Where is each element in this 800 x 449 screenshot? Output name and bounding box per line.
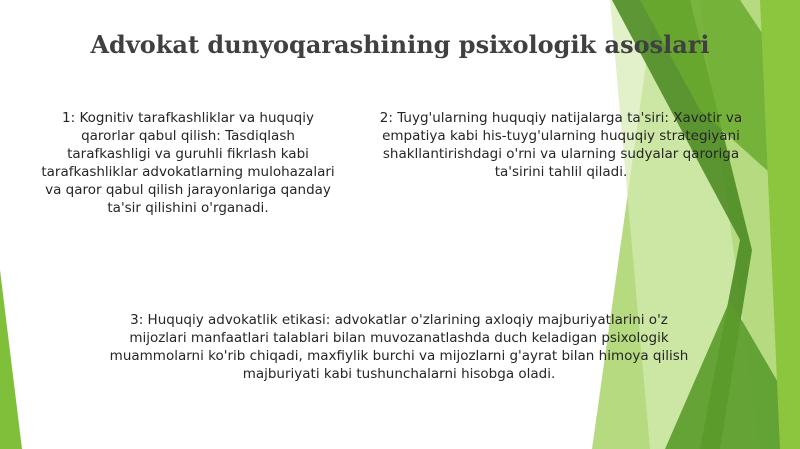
left-accent-shape <box>0 270 22 449</box>
slide-title: Advokat dunyoqarashining psixologik asoslari <box>90 30 710 59</box>
point-2-text: 2: Tuyg'ularning huquqiy natijalarga ta'siri: Xavotir va empatiya kabi his-tuyg'ularning huquqiy strategiyani shakllantirishdagi o'rni va ularning sudyalar qaroriga ta'sirini tahlil qiladi. <box>379 110 743 180</box>
point-1-text: 1: Kognitiv tarafkashliklar va huquqiy qarorlar qabul qilish: Tasdiqlash tarafkashligi va guruhli fikrlash kabi tarafkashliklar advokatlarning mulohazalari va qaror qabul qilish jarayonlariga qanday ta'sir qilishini o'rganadi. <box>41 110 335 216</box>
point-3-text: 3: Huquqiy advokatlik etikasi: advokatlar o'zlarining axloqiy majburiyatlarini o'z mijozlari manfaatlari talablari bilan muvozanatlashda duch keladigan psixologik muammolarni ko'rib chiqadi, maxfiylik burchi va mijozlarni g'ayrat bilan himoya qilish majburiyati kabi tushunchalarni hisobga oladi. <box>109 312 689 382</box>
